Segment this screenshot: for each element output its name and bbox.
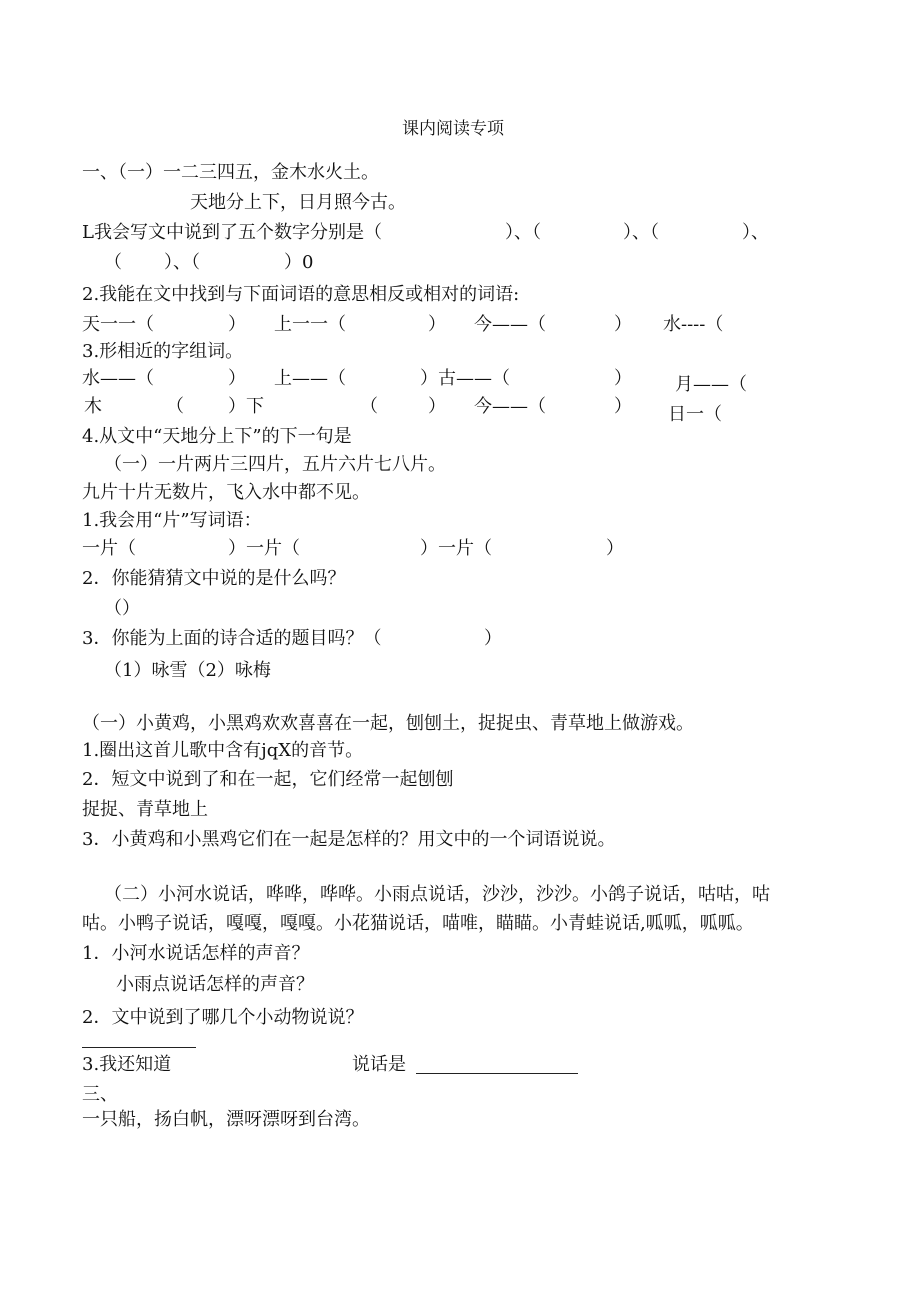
- s1-q3-r2-xia: ）下: [228, 396, 264, 417]
- s1-q3-r2-mu: 木: [84, 396, 102, 417]
- s2-q3-close: ）: [484, 628, 502, 649]
- s2-q1-blank3: ）一片（: [420, 538, 492, 559]
- s3-q1-text: 1.圈出这首儿歌中含有jqX的音节。: [82, 740, 364, 761]
- s1-q2-tian: 天一一（: [82, 314, 154, 335]
- s1-q3-r2-ri: 日一（: [668, 404, 722, 425]
- s1-q2-jin-close: ）: [614, 314, 632, 335]
- s1-q1-blank2: ）、（: [505, 222, 541, 243]
- s1-q2-shang-close: ）: [428, 314, 446, 335]
- s1-q3-r2-xia-close: ）: [428, 396, 446, 417]
- s1-q3-r1-gu: ）古——（: [420, 368, 510, 389]
- s3-q2-line1: 2．短文中说到了和在一起，它们经常一起刨刨: [82, 769, 454, 790]
- s4-q1-line2: 小雨点说话怎样的声音？: [116, 974, 314, 995]
- s1-q1-text: L我会写文中说到了五个数字分别是（: [82, 222, 382, 243]
- page-title: 课内阅读专项: [402, 119, 504, 139]
- answer-line-top: [82, 1047, 196, 1048]
- s2-poem-line1: （一）一片两片三四片，五片六片七八片。: [104, 454, 446, 475]
- s3-q2-line2: 捉捉、青草地上: [82, 799, 208, 820]
- s4-q1-line1: 1．小河水说话怎样的声音？: [82, 943, 310, 964]
- s1-q3-r1-gu-close: ）: [614, 368, 632, 389]
- s1-q3-r1-shui-close: ）: [228, 368, 246, 389]
- s5-heading: 三、: [82, 1084, 118, 1105]
- s1-q2-shui: 水----（: [663, 314, 724, 335]
- s1-q3-r1-shui: 水——（: [82, 368, 154, 389]
- s4-q3-speaks: 说话是: [352, 1054, 406, 1075]
- s1-q3-r1-yue: 月——（: [675, 374, 747, 395]
- s3-text: （一）小黄鸡，小黑鸡欢欢喜喜在一起，刨刨土，捉捉虫、青草地上做游戏。: [82, 713, 694, 734]
- s4-text-line1: （二）小河水说话，哗哗，哗哗。小雨点说话，沙沙，沙沙。小鸽子说话，咕咕，咕: [104, 884, 770, 905]
- s3-q3-text: 3．小黄鸡和小黑鸡它们在一起是怎样的？用文中的一个词语说说。: [82, 829, 616, 850]
- s1-q1-blank3: ）、（: [623, 222, 659, 243]
- s1-q1-blank6: ）、（: [164, 252, 200, 273]
- s2-q1-blank2: ）一片（: [228, 538, 300, 559]
- s1-q3-r2-xia-open: （: [360, 396, 378, 417]
- s1-q2-jin: 今——（: [474, 314, 546, 335]
- s2-q3-text: 3．你能为上面的诗合适的题目吗？（: [82, 628, 382, 649]
- s1-q3-r1-shang: 上——（: [274, 368, 346, 389]
- s2-q3-options: （1）咏雪（2）咏梅: [104, 660, 271, 681]
- s2-q2-answer: （）: [104, 598, 140, 619]
- s1-q1-blank5: （: [104, 252, 122, 273]
- s1-q1-blank4: ）、: [742, 222, 769, 243]
- s4-q3-text: 3.我还知道: [82, 1054, 172, 1075]
- s1-poem-line2: 天地分上下，日月照今古。: [190, 192, 406, 213]
- s5-text: 一只船，扬白帆，漂呀漂呀到台湾。: [82, 1109, 370, 1130]
- s2-q1-blank1: 一片（: [82, 538, 136, 559]
- s1-q4-text: 4.从文中“天地分上下”的下一句是: [82, 426, 352, 447]
- s2-q2-text: 2．你能猜猜文中说的是什么吗？: [82, 568, 346, 589]
- s2-q1-blank4: ）: [606, 538, 624, 559]
- s2-poem-line2: 九片十片无数片，飞入水中都不见。: [82, 482, 370, 503]
- s4-text-line2: 咕。小鸭子说话，嘎嘎，嘎嘎。小花猫说话，喵唯，瞄瞄。小青蛙说话,呱呱，呱呱。: [82, 913, 754, 934]
- s4-q2-text: 2．文中说到了哪几个小动物说说？: [82, 1007, 364, 1028]
- s1-q3-r2-jin-close: ）: [614, 396, 632, 417]
- s1-q1-blank7: ）0: [284, 252, 314, 273]
- s1-q2-tian-close: ）: [228, 314, 246, 335]
- s1-q2-shang: 上一一（: [274, 314, 346, 335]
- s1-q3-r2-mu-open: （: [166, 396, 184, 417]
- s2-q1-text: 1.我会用“片”写词语：: [82, 510, 262, 531]
- s1-q3-r2-jin: 今——（: [474, 396, 546, 417]
- answer-line-speaks: [416, 1073, 578, 1074]
- s1-poem-line1: 一、（一）一二三四五，金木水火土。: [82, 162, 379, 183]
- s1-q2-text: 2.我能在文中找到与下面词语的意思相反或相对的词语:: [82, 284, 520, 305]
- s1-q3-text: 3.形相近的字组词。: [82, 341, 244, 362]
